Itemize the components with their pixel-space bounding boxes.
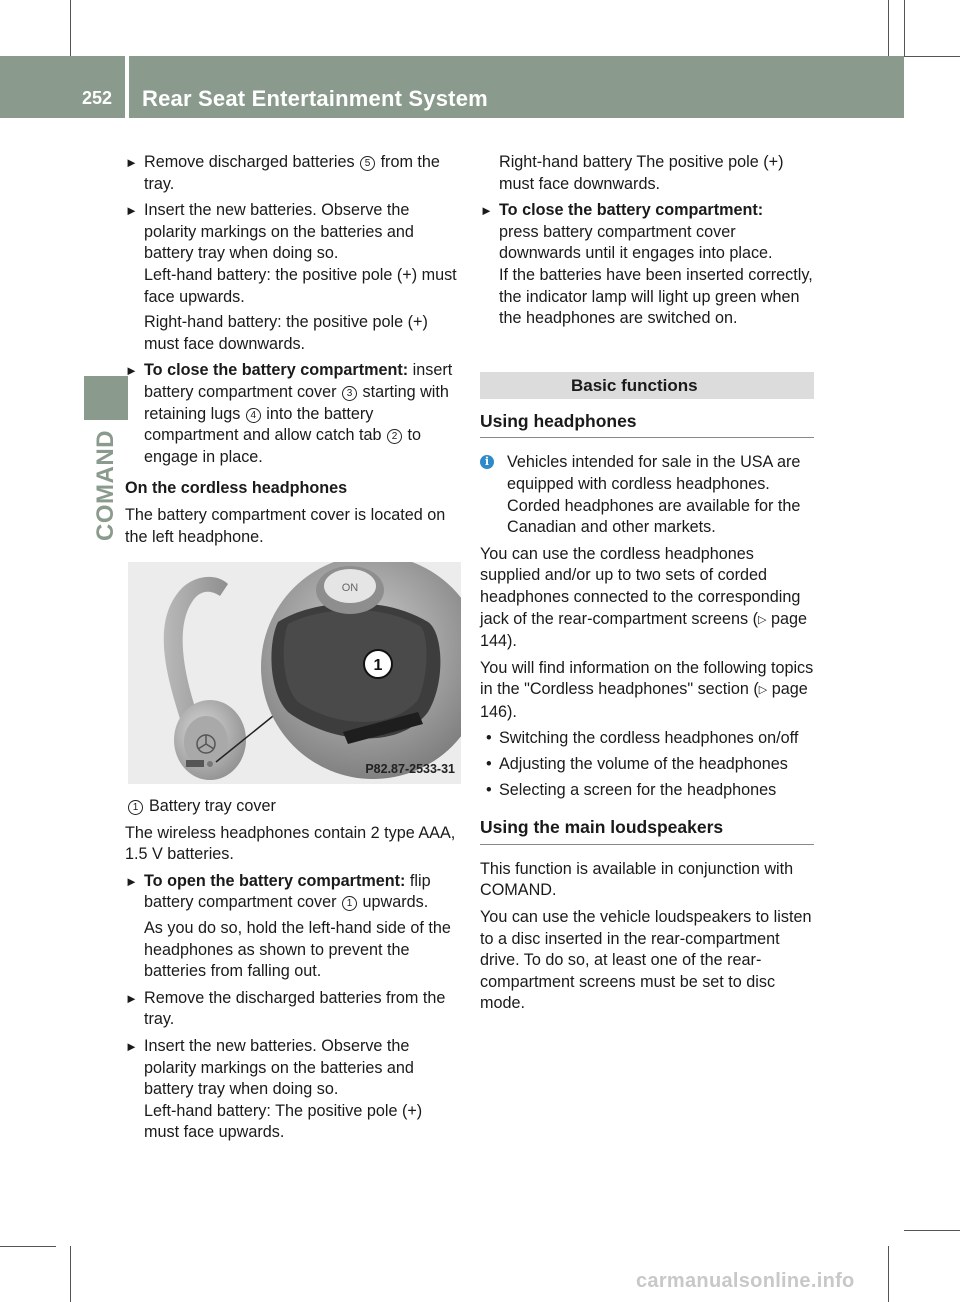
- running-title: Rear Seat Entertainment System: [142, 86, 488, 111]
- heading: Using the main loudspeakers: [480, 817, 814, 845]
- crop-mark: [888, 0, 889, 56]
- instruction-step: [125, 988, 461, 1031]
- paragraph: The wireless headphones contain 2 type AAA, 1.5 V batteries.: [125, 823, 456, 864]
- page-ref-text: page 144: [480, 609, 807, 651]
- step-arrow-icon: ►: [125, 990, 138, 1006]
- instruction-step: [480, 200, 814, 330]
- step-text: upwards.: [362, 893, 429, 912]
- caption-text: Battery tray cover: [149, 797, 276, 816]
- side-tab: [84, 430, 128, 570]
- instruction-step: [125, 871, 461, 983]
- paragraph: [480, 544, 814, 653]
- callout-number: 2: [387, 429, 402, 444]
- callout-number: 1: [128, 800, 143, 815]
- step-arrow-icon: ►: [125, 1039, 138, 1055]
- callout-number: 3: [342, 386, 357, 401]
- step-text: Insert the new batteries. Observe the polarity markings on the batteries and battery tray when doing so.: [144, 201, 414, 263]
- info-icon: i: [480, 455, 494, 469]
- step-text: from the tray.: [144, 153, 440, 193]
- paragraph: You can use the vehicle loudspeakers to listen to a disc inserted in the rear-compartment drive. To do so, at least one of the rear-compartment screens must be set to disc mode.: [480, 908, 812, 1013]
- list-item: [480, 728, 814, 750]
- step-title: To close the battery compartment:: [144, 361, 409, 380]
- crop-mark: [904, 0, 905, 56]
- side-tab-label: COMAND: [92, 430, 119, 541]
- step-arrow-icon: ►: [125, 203, 138, 219]
- bullet-icon: •: [486, 729, 492, 748]
- callout-number: 1: [342, 896, 357, 911]
- arrow-right-icon: ▷: [758, 613, 767, 626]
- heading: Using headphones: [480, 411, 814, 439]
- button-label: ON: [341, 582, 359, 595]
- paragraph: This function is available in conjunction with COMAND.: [480, 859, 794, 900]
- crop-mark: [0, 1246, 56, 1247]
- figure-callout: 1: [373, 657, 383, 675]
- step-text: starting with retaining lugs: [144, 382, 449, 423]
- step-text: insert battery compartment cover: [144, 361, 453, 401]
- left-column: [125, 152, 461, 1149]
- crop-mark: [70, 1246, 71, 1302]
- step-text: Remove discharged batteries: [144, 153, 355, 171]
- list-item-text: Adjusting the volume of the headphones: [499, 755, 788, 774]
- step-text: Remove the discharged batteries from the tray.: [144, 988, 446, 1029]
- info-note: [480, 452, 814, 538]
- list-item: [480, 754, 814, 776]
- header-bar: [0, 56, 904, 118]
- step-text: flip battery compartment cover: [144, 871, 431, 912]
- header-separator: [125, 56, 129, 118]
- step-note: If the batteries have been inserted correctly, the indicator lamp will light up green when the headphones are switched on.: [499, 265, 813, 328]
- list-item-text: Switching the cordless headphones on/off: [499, 729, 799, 748]
- watermark: carmanualsonline.info: [636, 1270, 855, 1292]
- instruction-step: [125, 1036, 461, 1144]
- list-item: [480, 780, 814, 802]
- instruction-step: [125, 152, 461, 195]
- step-text: Insert the new batteries. Observe the polarity markings on the batteries and battery tray when doing so.: [144, 1037, 414, 1099]
- arrow-right-icon: ▷: [758, 684, 768, 697]
- figure-code: P82.87-2533-31: [365, 761, 455, 776]
- page-ref-text: page 146: [480, 680, 808, 721]
- step-text: to engage in place.: [144, 426, 422, 466]
- callout-number: 4: [246, 408, 261, 423]
- step-note: Right-hand battery: the positive pole (+) must face downwards.: [144, 313, 428, 353]
- bullet-icon: •: [486, 755, 492, 774]
- section-heading: Basic functions: [480, 372, 814, 399]
- instruction-step: [125, 200, 461, 355]
- page-number: 252: [82, 88, 113, 108]
- step-text: press battery compartment cover downwards until it engages into place.: [499, 222, 773, 263]
- headphone-illustration: [128, 562, 461, 784]
- instruction-step: [125, 360, 461, 468]
- step-arrow-icon: ►: [125, 155, 138, 170]
- crop-mark: [904, 56, 960, 57]
- step-arrow-icon: ►: [125, 873, 138, 889]
- side-tab-marker: [84, 376, 128, 420]
- callout-number: 5: [360, 156, 375, 171]
- step-text: into the battery compartment and allow catch tab: [144, 404, 382, 445]
- crop-mark: [70, 0, 71, 56]
- crop-mark: [904, 1230, 960, 1231]
- step-title: To close the battery compartment:: [499, 201, 764, 220]
- step-note: Left-hand battery: The positive pole (+) must face upwards.: [144, 1101, 423, 1142]
- step-title: To open the battery compartment:: [144, 871, 406, 890]
- list-item-text: Selecting a screen for the headphones: [499, 780, 777, 799]
- step-arrow-icon: ►: [480, 203, 493, 219]
- paragraph: [480, 658, 814, 724]
- page-reference[interactable]: (▷ page 144).: [480, 609, 807, 651]
- paragraph-text: You will find information on the following topics in the "Cordless headphones" section: [480, 658, 814, 699]
- figure-caption: [125, 796, 461, 818]
- info-text: Vehicles intended for sale in the USA are equipped with cordless headphones. Corded headphones are available for the Canadian and other markets.: [507, 453, 801, 537]
- step-note: Left-hand battery: the positive pole (+) must face upwards.: [144, 265, 457, 306]
- paragraph: Right-hand battery The positive pole (+) must face downwards.: [499, 153, 784, 193]
- right-column: [480, 152, 814, 1020]
- step-arrow-icon: ►: [125, 363, 138, 379]
- bullet-icon: •: [486, 780, 492, 799]
- paragraph: The battery compartment cover is located on the left headphone.: [125, 505, 446, 546]
- paragraph-text: You can use the cordless headphones supplied and/or up to two sets of corded headphones connected to the corresponding jack of the rear-compartment screens: [480, 544, 801, 628]
- subheading: On the cordless headphones: [125, 479, 348, 498]
- headphone-figure: [128, 562, 461, 784]
- page-reference[interactable]: (▷ page 146).: [480, 680, 808, 721]
- crop-mark: [888, 1246, 889, 1302]
- step-note: As you do so, hold the left-hand side of the headphones as shown to prevent the batteries from falling out.: [144, 919, 451, 981]
